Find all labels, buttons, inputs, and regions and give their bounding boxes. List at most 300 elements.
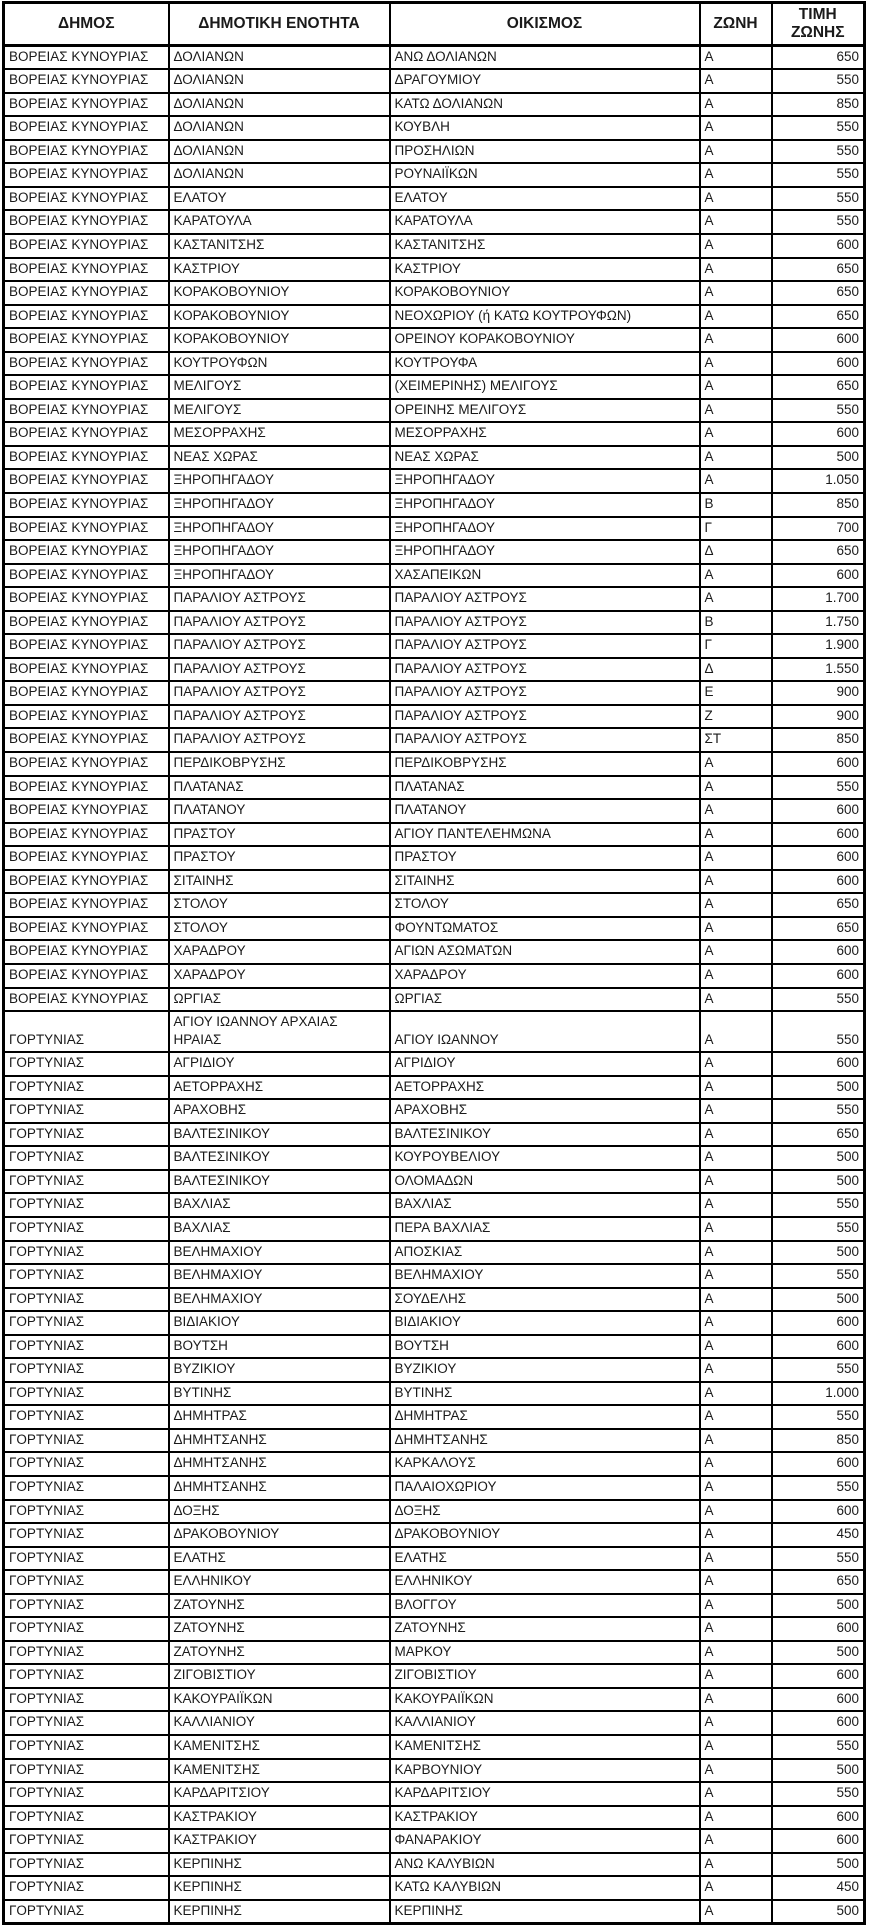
table-row bbox=[4, 940, 865, 964]
zoni-cell: Α bbox=[700, 45, 772, 69]
table-row bbox=[4, 399, 865, 423]
table-row bbox=[4, 893, 865, 917]
zoni-cell: Α bbox=[700, 1123, 772, 1147]
oikismos-cell: ΝΕΟΧΩΡΙΟΥ (ή ΚΑΤΩ ΚΟΥΤΡΟΥΦΩΝ) bbox=[390, 305, 700, 329]
zoni-cell: Α bbox=[700, 258, 772, 282]
table-row bbox=[4, 422, 865, 446]
zoni-cell: Α bbox=[700, 1523, 772, 1547]
table-row bbox=[4, 1099, 865, 1123]
dimos-cell: ΒΟΡΕΙΑΣ ΚΥΝΟΥΡΙΑΣ bbox=[4, 540, 169, 564]
dimos-cell: ΓΟΡΤΥΝΙΑΣ bbox=[4, 1335, 169, 1359]
zoni-cell: Α bbox=[700, 1617, 772, 1641]
dimotiki-enotita-cell: ΒΑΛΤΕΣΙΝΙΚΟΥ bbox=[169, 1146, 390, 1170]
table-row bbox=[4, 705, 865, 729]
zoni-cell: Α bbox=[700, 469, 772, 493]
dimos-cell: ΓΟΡΤΥΝΙΑΣ bbox=[4, 1594, 169, 1618]
table-row bbox=[4, 728, 865, 752]
table-row bbox=[4, 1193, 865, 1217]
dimos-cell: ΒΟΡΕΙΑΣ ΚΥΝΟΥΡΙΑΣ bbox=[4, 940, 169, 964]
zoni-cell: Δ bbox=[700, 658, 772, 682]
dimotiki-enotita-cell: ΠΑΡΑΛΙΟΥ ΑΣΤΡΟΥΣ bbox=[169, 658, 390, 682]
oikismos-cell: ΑΝΩ ΔΟΛΙΑΝΩΝ bbox=[390, 45, 700, 69]
dimos-cell: ΓΟΡΤΥΝΙΑΣ bbox=[4, 1170, 169, 1194]
dimos-cell: ΓΟΡΤΥΝΙΑΣ bbox=[4, 1476, 169, 1500]
timi-zonis-cell: 650 bbox=[772, 893, 865, 917]
oikismos-cell: ΠΡΑΣΤΟΥ bbox=[390, 846, 700, 870]
dimotiki-enotita-cell: ΚΑΣΤΡΑΚΙΟΥ bbox=[169, 1806, 390, 1830]
timi-zonis-cell: 550 bbox=[772, 1193, 865, 1217]
zoni-cell: Α bbox=[700, 799, 772, 823]
table-row bbox=[4, 493, 865, 517]
timi-zonis-cell: 850 bbox=[772, 493, 865, 517]
oikismos-cell: ΣΙΤΑΙΝΗΣ bbox=[390, 870, 700, 894]
dimos-cell: ΒΟΡΕΙΑΣ ΚΥΝΟΥΡΙΑΣ bbox=[4, 45, 169, 69]
zoni-cell: Α bbox=[700, 422, 772, 446]
dimotiki-enotita-cell: ΠΡΑΣΤΟΥ bbox=[169, 846, 390, 870]
zoni-cell: Α bbox=[700, 1782, 772, 1806]
zoni-cell: Α bbox=[700, 1452, 772, 1476]
timi-zonis-cell: 550 bbox=[772, 187, 865, 211]
zoni-cell: Α bbox=[700, 564, 772, 588]
zoni-cell: Α bbox=[700, 69, 772, 93]
zoni-cell: Ε bbox=[700, 681, 772, 705]
zoni-cell: Α bbox=[700, 1547, 772, 1571]
timi-zonis-cell: 600 bbox=[772, 1311, 865, 1335]
table-row bbox=[4, 1900, 865, 1924]
dimos-cell: ΒΟΡΕΙΑΣ ΚΥΝΟΥΡΙΑΣ bbox=[4, 823, 169, 847]
zoni-cell: Α bbox=[700, 1500, 772, 1524]
oikismos-cell: ΚΑΣΤΡΑΚΙΟΥ bbox=[390, 1806, 700, 1830]
table-row bbox=[4, 469, 865, 493]
timi-zonis-cell: 600 bbox=[772, 564, 865, 588]
timi-zonis-cell: 850 bbox=[772, 1429, 865, 1453]
zoni-cell: Α bbox=[700, 1076, 772, 1100]
dimotiki-enotita-cell: ΚΑΜΕΝΙΤΣΗΣ bbox=[169, 1759, 390, 1783]
oikismos-cell: ΠΕΡΑ ΒΑΧΛΙΑΣ bbox=[390, 1217, 700, 1241]
timi-zonis-cell: 1.050 bbox=[772, 469, 865, 493]
timi-zonis-cell: 850 bbox=[772, 728, 865, 752]
oikismos-cell: ΑΠΟΣΚΙΑΣ bbox=[390, 1241, 700, 1265]
dimos-cell: ΒΟΡΕΙΑΣ ΚΥΝΟΥΡΙΑΣ bbox=[4, 564, 169, 588]
table-row bbox=[4, 1711, 865, 1735]
dimotiki-enotita-cell: ΒΙΔΙΑΚΙΟΥ bbox=[169, 1311, 390, 1335]
zoni-cell: Α bbox=[700, 1241, 772, 1265]
dimos-cell: ΒΟΡΕΙΑΣ ΚΥΝΟΥΡΙΑΣ bbox=[4, 399, 169, 423]
zoni-cell: Β bbox=[700, 611, 772, 635]
dimos-cell: ΒΟΡΕΙΑΣ ΚΥΝΟΥΡΙΑΣ bbox=[4, 964, 169, 988]
dimotiki-enotita-cell: ΠΑΡΑΛΙΟΥ ΑΣΤΡΟΥΣ bbox=[169, 728, 390, 752]
col-header-timi-zonis: ΤΙΜΗ ΖΩΝΗΣ bbox=[772, 3, 865, 46]
timi-zonis-cell: 500 bbox=[772, 1288, 865, 1312]
table-row bbox=[4, 352, 865, 376]
oikismos-cell: ΠΕΡΔΙΚΟΒΡΥΣΗΣ bbox=[390, 752, 700, 776]
oikismos-cell: ΟΛΟΜΑΔΩΝ bbox=[390, 1170, 700, 1194]
dimotiki-enotita-cell: ΑΡΑΧΟΒΗΣ bbox=[169, 1099, 390, 1123]
zoni-cell: Α bbox=[700, 1311, 772, 1335]
oikismos-cell: ΦΑΝΑΡΑΚΙΟΥ bbox=[390, 1829, 700, 1853]
zoni-cell: Α bbox=[700, 988, 772, 1012]
zoni-cell: Α bbox=[700, 1688, 772, 1712]
timi-zonis-cell: 850 bbox=[772, 93, 865, 117]
oikismos-cell: ΒΑΧΛΙΑΣ bbox=[390, 1193, 700, 1217]
dimotiki-enotita-cell: ΔΡΑΚΟΒΟΥΝΙΟΥ bbox=[169, 1523, 390, 1547]
table-row bbox=[4, 846, 865, 870]
zoni-cell: Α bbox=[700, 1829, 772, 1853]
oikismos-cell: ΠΑΡΑΛΙΟΥ ΑΣΤΡΟΥΣ bbox=[390, 705, 700, 729]
dimos-cell: ΒΟΡΕΙΑΣ ΚΥΝΟΥΡΙΑΣ bbox=[4, 752, 169, 776]
dimotiki-enotita-cell: ΞΗΡΟΠΗΓΑΔΟΥ bbox=[169, 540, 390, 564]
timi-zonis-cell: 650 bbox=[772, 1570, 865, 1594]
timi-zonis-cell: 550 bbox=[772, 1358, 865, 1382]
dimos-cell: ΓΟΡΤΥΝΙΑΣ bbox=[4, 1664, 169, 1688]
oikismos-cell: ΒΙΔΙΑΚΙΟΥ bbox=[390, 1311, 700, 1335]
table-row bbox=[4, 988, 865, 1012]
timi-zonis-cell: 600 bbox=[772, 1052, 865, 1076]
zoni-cell: Α bbox=[700, 234, 772, 258]
timi-zonis-cell: 500 bbox=[772, 1853, 865, 1877]
timi-zonis-cell: 900 bbox=[772, 681, 865, 705]
oikismos-cell: ΑΡΑΧΟΒΗΣ bbox=[390, 1099, 700, 1123]
timi-zonis-cell: 650 bbox=[772, 375, 865, 399]
oikismos-cell: ΒΛΟΓΓΟΥ bbox=[390, 1594, 700, 1618]
oikismos-cell: ΕΛΛΗΝΙΚΟΥ bbox=[390, 1570, 700, 1594]
zoni-cell: Α bbox=[700, 1146, 772, 1170]
oikismos-cell: ΒΑΛΤΕΣΙΝΙΚΟΥ bbox=[390, 1123, 700, 1147]
timi-zonis-cell: 600 bbox=[772, 328, 865, 352]
oikismos-cell: ΚΑΚΟΥΡΑΙΪΚΩΝ bbox=[390, 1688, 700, 1712]
oikismos-cell: ΒΕΛΗΜΑΧΙΟΥ bbox=[390, 1264, 700, 1288]
dimos-cell: ΓΟΡΤΥΝΙΑΣ bbox=[4, 1358, 169, 1382]
timi-zonis-cell: 550 bbox=[772, 1264, 865, 1288]
dimotiki-enotita-cell: ΒΥΤΙΝΗΣ bbox=[169, 1382, 390, 1406]
dimotiki-enotita-cell: ΕΛΑΤΗΣ bbox=[169, 1547, 390, 1571]
oikismos-cell: ΡΟΥΝΑΙΪΚΩΝ bbox=[390, 163, 700, 187]
zoni-cell: Α bbox=[700, 893, 772, 917]
zoni-cell: Α bbox=[700, 587, 772, 611]
dimotiki-enotita-cell: ΜΕΛΙΓΟΥΣ bbox=[169, 375, 390, 399]
timi-zonis-cell: 550 bbox=[772, 988, 865, 1012]
table-row bbox=[4, 1335, 865, 1359]
dimotiki-enotita-cell: ΖΑΤΟΥΝΗΣ bbox=[169, 1641, 390, 1665]
table-row bbox=[4, 69, 865, 93]
timi-zonis-cell: 500 bbox=[772, 446, 865, 470]
timi-zonis-cell: 600 bbox=[772, 1688, 865, 1712]
oikismos-cell: ΚΟΥΒΛΗ bbox=[390, 116, 700, 140]
table-row bbox=[4, 658, 865, 682]
dimotiki-enotita-cell: ΒΑΧΛΙΑΣ bbox=[169, 1193, 390, 1217]
timi-zonis-cell: 1.550 bbox=[772, 658, 865, 682]
table-row bbox=[4, 1382, 865, 1406]
timi-zonis-cell: 600 bbox=[772, 870, 865, 894]
dimotiki-enotita-cell: ΔΟΛΙΑΝΩΝ bbox=[169, 163, 390, 187]
oikismos-cell: ΧΑΡΑΔΡΟΥ bbox=[390, 964, 700, 988]
timi-zonis-cell: 500 bbox=[772, 1170, 865, 1194]
timi-zonis-cell: 550 bbox=[772, 1011, 865, 1052]
dimotiki-enotita-cell: ΒΕΛΗΜΑΧΙΟΥ bbox=[169, 1241, 390, 1265]
dimos-cell: ΓΟΡΤΥΝΙΑΣ bbox=[4, 1011, 169, 1052]
zoni-cell: Ζ bbox=[700, 705, 772, 729]
timi-zonis-cell: 550 bbox=[772, 1405, 865, 1429]
dimos-cell: ΓΟΡΤΥΝΙΑΣ bbox=[4, 1382, 169, 1406]
oikismos-cell: ΚΑΡΒΟΥΝΙΟΥ bbox=[390, 1759, 700, 1783]
zoni-cell: Α bbox=[700, 1052, 772, 1076]
dimotiki-enotita-cell: ΠΑΡΑΛΙΟΥ ΑΣΤΡΟΥΣ bbox=[169, 681, 390, 705]
timi-zonis-cell: 1.900 bbox=[772, 634, 865, 658]
oikismos-cell: ΒΥΖΙΚΙΟΥ bbox=[390, 1358, 700, 1382]
dimotiki-enotita-cell: ΣΤΟΛΟΥ bbox=[169, 893, 390, 917]
dimotiki-enotita-cell: ΚΕΡΠΙΝΗΣ bbox=[169, 1876, 390, 1900]
table-row bbox=[4, 1688, 865, 1712]
dimos-cell: ΒΟΡΕΙΑΣ ΚΥΝΟΥΡΙΑΣ bbox=[4, 587, 169, 611]
table-row bbox=[4, 1523, 865, 1547]
zoni-cell: Γ bbox=[700, 517, 772, 541]
dimotiki-enotita-cell: ΚΟΡΑΚΟΒΟΥΝΙΟΥ bbox=[169, 328, 390, 352]
table-row bbox=[4, 1405, 865, 1429]
timi-zonis-cell: 550 bbox=[772, 210, 865, 234]
table-row bbox=[4, 210, 865, 234]
oikismos-cell: ΑΓΡΙΔΙΟΥ bbox=[390, 1052, 700, 1076]
oikismos-cell: ΔΡΑΓΟΥΜΙΟΥ bbox=[390, 69, 700, 93]
timi-zonis-cell: 550 bbox=[772, 140, 865, 164]
zoni-cell: Α bbox=[700, 1759, 772, 1783]
timi-zonis-cell: 500 bbox=[772, 1241, 865, 1265]
timi-zonis-cell: 600 bbox=[772, 352, 865, 376]
zoni-cell: Α bbox=[700, 752, 772, 776]
oikismos-cell: ΚΑΤΩ ΔΟΛΙΑΝΩΝ bbox=[390, 93, 700, 117]
dimotiki-enotita-cell: ΒΑΛΤΕΣΙΝΙΚΟΥ bbox=[169, 1123, 390, 1147]
header-row bbox=[4, 3, 865, 46]
dimotiki-enotita-cell: ΜΕΛΙΓΟΥΣ bbox=[169, 399, 390, 423]
oikismos-cell: ΞΗΡΟΠΗΓΑΔΟΥ bbox=[390, 540, 700, 564]
table-row bbox=[4, 752, 865, 776]
dimotiki-enotita-cell: ΚΟΥΤΡΟΥΦΩΝ bbox=[169, 352, 390, 376]
table-row bbox=[4, 1170, 865, 1194]
col-header-dimos: ΔΗΜΟΣ bbox=[4, 3, 169, 46]
timi-zonis-cell: 600 bbox=[772, 799, 865, 823]
zoni-cell: Α bbox=[700, 1358, 772, 1382]
oikismos-cell: ΑΓΙΟΥ ΠΑΝΤΕΛΕΗΜΩΝΑ bbox=[390, 823, 700, 847]
table-row bbox=[4, 1358, 865, 1382]
oikismos-cell: ΚΕΡΠΙΝΗΣ bbox=[390, 1900, 700, 1924]
timi-zonis-cell: 650 bbox=[772, 281, 865, 305]
timi-zonis-cell: 600 bbox=[772, 752, 865, 776]
dimos-cell: ΒΟΡΕΙΑΣ ΚΥΝΟΥΡΙΑΣ bbox=[4, 328, 169, 352]
timi-zonis-cell: 600 bbox=[772, 823, 865, 847]
table-row bbox=[4, 587, 865, 611]
dimotiki-enotita-cell: ΒΕΛΗΜΑΧΙΟΥ bbox=[169, 1264, 390, 1288]
zoni-cell: ΣΤ bbox=[700, 728, 772, 752]
dimos-cell: ΓΟΡΤΥΝΙΑΣ bbox=[4, 1711, 169, 1735]
table-row bbox=[4, 1288, 865, 1312]
dimotiki-enotita-cell: ΖΑΤΟΥΝΗΣ bbox=[169, 1617, 390, 1641]
oikismos-cell: ΖΙΓΟΒΙΣΤΙΟΥ bbox=[390, 1664, 700, 1688]
dimotiki-enotita-cell: ΔΟΛΙΑΝΩΝ bbox=[169, 140, 390, 164]
zoni-cell: Α bbox=[700, 776, 772, 800]
dimos-cell: ΓΟΡΤΥΝΙΑΣ bbox=[4, 1876, 169, 1900]
zoni-cell: Α bbox=[700, 352, 772, 376]
timi-zonis-cell: 550 bbox=[772, 1099, 865, 1123]
table-row bbox=[4, 1782, 865, 1806]
zoni-cell: Α bbox=[700, 1288, 772, 1312]
dimos-cell: ΒΟΡΕΙΑΣ ΚΥΝΟΥΡΙΑΣ bbox=[4, 116, 169, 140]
dimos-cell: ΓΟΡΤΥΝΙΑΣ bbox=[4, 1900, 169, 1924]
table-row bbox=[4, 1123, 865, 1147]
timi-zonis-cell: 650 bbox=[772, 1123, 865, 1147]
timi-zonis-cell: 650 bbox=[772, 917, 865, 941]
table-row bbox=[4, 870, 865, 894]
oikismos-cell: ΠΛΑΤΑΝΑΣ bbox=[390, 776, 700, 800]
timi-zonis-cell: 600 bbox=[772, 1711, 865, 1735]
dimos-cell: ΓΟΡΤΥΝΙΑΣ bbox=[4, 1099, 169, 1123]
timi-zonis-cell: 650 bbox=[772, 258, 865, 282]
dimotiki-enotita-cell: ΒΑΧΛΙΑΣ bbox=[169, 1217, 390, 1241]
table-row bbox=[4, 1011, 865, 1052]
oikismos-cell: ΞΗΡΟΠΗΓΑΔΟΥ bbox=[390, 469, 700, 493]
timi-zonis-cell: 550 bbox=[772, 399, 865, 423]
dimos-cell: ΒΟΡΕΙΑΣ ΚΥΝΟΥΡΙΑΣ bbox=[4, 234, 169, 258]
dimos-cell: ΒΟΡΕΙΑΣ ΚΥΝΟΥΡΙΑΣ bbox=[4, 611, 169, 635]
oikismos-cell: ΜΕΣΟΡΡΑΧΗΣ bbox=[390, 422, 700, 446]
dimotiki-enotita-cell: ΕΛΑΤΟΥ bbox=[169, 187, 390, 211]
table-row bbox=[4, 45, 865, 69]
dimos-cell: ΓΟΡΤΥΝΙΑΣ bbox=[4, 1288, 169, 1312]
dimotiki-enotita-cell: ΒΑΛΤΕΣΙΝΙΚΟΥ bbox=[169, 1170, 390, 1194]
dimos-cell: ΓΟΡΤΥΝΙΑΣ bbox=[4, 1500, 169, 1524]
zoni-cell: Α bbox=[700, 1594, 772, 1618]
dimos-cell: ΒΟΡΕΙΑΣ ΚΥΝΟΥΡΙΑΣ bbox=[4, 422, 169, 446]
dimos-cell: ΓΟΡΤΥΝΙΑΣ bbox=[4, 1759, 169, 1783]
dimos-cell: ΒΟΡΕΙΑΣ ΚΥΝΟΥΡΙΑΣ bbox=[4, 799, 169, 823]
oikismos-cell: ΠΛΑΤΑΝΟΥ bbox=[390, 799, 700, 823]
dimotiki-enotita-cell: ΖΙΓΟΒΙΣΤΙΟΥ bbox=[169, 1664, 390, 1688]
dimotiki-enotita-cell: ΖΑΤΟΥΝΗΣ bbox=[169, 1594, 390, 1618]
dimotiki-enotita-cell: ΔΟΛΙΑΝΩΝ bbox=[169, 93, 390, 117]
table-row bbox=[4, 1217, 865, 1241]
dimotiki-enotita-cell: ΚΑΣΤΡΑΚΙΟΥ bbox=[169, 1829, 390, 1853]
dimos-cell: ΒΟΡΕΙΑΣ ΚΥΝΟΥΡΙΑΣ bbox=[4, 140, 169, 164]
table-row bbox=[4, 776, 865, 800]
oikismos-cell: ΠΑΛΑΙΟΧΩΡΙΟΥ bbox=[390, 1476, 700, 1500]
table-row bbox=[4, 1500, 865, 1524]
dimotiki-enotita-cell: ΣΤΟΛΟΥ bbox=[169, 917, 390, 941]
dimotiki-enotita-cell: ΝΕΑΣ ΧΩΡΑΣ bbox=[169, 446, 390, 470]
dimos-cell: ΓΟΡΤΥΝΙΑΣ bbox=[4, 1617, 169, 1641]
dimotiki-enotita-cell: ΚΑΜΕΝΙΤΣΗΣ bbox=[169, 1735, 390, 1759]
oikismos-cell: ΚΑΛΛΙΑΝΙΟΥ bbox=[390, 1711, 700, 1735]
timi-zonis-cell: 600 bbox=[772, 1452, 865, 1476]
zoni-cell: Α bbox=[700, 328, 772, 352]
dimotiki-enotita-cell: ΔΟΞΗΣ bbox=[169, 1500, 390, 1524]
zoni-cell: Α bbox=[700, 1099, 772, 1123]
oikismos-cell: ΩΡΓΙΑΣ bbox=[390, 988, 700, 1012]
dimos-cell: ΒΟΡΕΙΑΣ ΚΥΝΟΥΡΙΑΣ bbox=[4, 258, 169, 282]
dimos-cell: ΓΟΡΤΥΝΙΑΣ bbox=[4, 1688, 169, 1712]
dimotiki-enotita-cell: ΚΑΣΤΑΝΙΤΣΗΣ bbox=[169, 234, 390, 258]
dimotiki-enotita-cell: ΒΥΖΙΚΙΟΥ bbox=[169, 1358, 390, 1382]
zoni-cell: Α bbox=[700, 1193, 772, 1217]
dimos-cell: ΒΟΡΕΙΑΣ ΚΥΝΟΥΡΙΑΣ bbox=[4, 281, 169, 305]
table-row bbox=[4, 1594, 865, 1618]
dimotiki-enotita-cell: ΧΑΡΑΔΡΟΥ bbox=[169, 964, 390, 988]
dimos-cell: ΓΟΡΤΥΝΙΑΣ bbox=[4, 1452, 169, 1476]
table-header bbox=[4, 3, 865, 46]
timi-zonis-cell: 550 bbox=[772, 1735, 865, 1759]
oikismos-cell: ΚΟΥΡΟΥΒΕΛΙΟΥ bbox=[390, 1146, 700, 1170]
zoni-cell: Α bbox=[700, 1853, 772, 1877]
oikismos-cell: ΕΛΑΤΗΣ bbox=[390, 1547, 700, 1571]
timi-zonis-cell: 500 bbox=[772, 1900, 865, 1924]
dimos-cell: ΓΟΡΤΥΝΙΑΣ bbox=[4, 1641, 169, 1665]
oikismos-cell: ΣΟΥΔΕΛΗΣ bbox=[390, 1288, 700, 1312]
dimotiki-enotita-cell: ΧΑΡΑΔΡΟΥ bbox=[169, 940, 390, 964]
dimos-cell: ΓΟΡΤΥΝΙΑΣ bbox=[4, 1829, 169, 1853]
zoni-cell: Α bbox=[700, 281, 772, 305]
oikismos-cell: ΚΑΡΔΑΡΙΤΣΙΟΥ bbox=[390, 1782, 700, 1806]
table-row bbox=[4, 446, 865, 470]
dimotiki-enotita-cell: ΔΟΛΙΑΝΩΝ bbox=[169, 116, 390, 140]
zoni-cell: Α bbox=[700, 846, 772, 870]
oikismos-cell: ΠΑΡΑΛΙΟΥ ΑΣΤΡΟΥΣ bbox=[390, 587, 700, 611]
oikismos-cell: ΠΑΡΑΛΙΟΥ ΑΣΤΡΟΥΣ bbox=[390, 681, 700, 705]
timi-zonis-cell: 600 bbox=[772, 234, 865, 258]
oikismos-cell: ΠΑΡΑΛΙΟΥ ΑΣΤΡΟΥΣ bbox=[390, 728, 700, 752]
oikismos-cell: ΚΑΡΑΤΟΥΛΑ bbox=[390, 210, 700, 234]
zoni-cell: Α bbox=[700, 1382, 772, 1406]
zoni-cell: Α bbox=[700, 870, 772, 894]
zoni-cell: Α bbox=[700, 305, 772, 329]
timi-zonis-cell: 450 bbox=[772, 1523, 865, 1547]
timi-zonis-cell: 1.750 bbox=[772, 611, 865, 635]
table-row bbox=[4, 799, 865, 823]
dimotiki-enotita-cell: ΜΕΣΟΡΡΑΧΗΣ bbox=[169, 422, 390, 446]
oikismos-cell: ΠΡΟΣΗΛΙΩΝ bbox=[390, 140, 700, 164]
dimos-cell: ΓΟΡΤΥΝΙΑΣ bbox=[4, 1146, 169, 1170]
dimotiki-enotita-cell: ΠΛΑΤΑΝΑΣ bbox=[169, 776, 390, 800]
timi-zonis-cell: 600 bbox=[772, 940, 865, 964]
dimos-cell: ΓΟΡΤΥΝΙΑΣ bbox=[4, 1806, 169, 1830]
dimos-cell: ΒΟΡΕΙΑΣ ΚΥΝΟΥΡΙΑΣ bbox=[4, 893, 169, 917]
table-row bbox=[4, 1076, 865, 1100]
dimotiki-enotita-cell: ΑΕΤΟΡΡΑΧΗΣ bbox=[169, 1076, 390, 1100]
oikismos-cell: ΔΗΜΗΤΡΑΣ bbox=[390, 1405, 700, 1429]
timi-zonis-cell: 600 bbox=[772, 1500, 865, 1524]
oikismos-cell: ΑΕΤΟΡΡΑΧΗΣ bbox=[390, 1076, 700, 1100]
zoni-cell: Α bbox=[700, 1429, 772, 1453]
timi-zonis-cell: 550 bbox=[772, 1476, 865, 1500]
dimotiki-enotita-cell: ΑΓΙΟΥ ΙΩΑΝΝΟΥ ΑΡΧΑΙΑΣ ΗΡΑΙΑΣ bbox=[169, 1011, 390, 1052]
oikismos-cell: ΟΡΕΙΝΟΥ ΚΟΡΑΚΟΒΟΥΝΙΟΥ bbox=[390, 328, 700, 352]
dimos-cell: ΒΟΡΕΙΑΣ ΚΥΝΟΥΡΙΑΣ bbox=[4, 917, 169, 941]
timi-zonis-cell: 550 bbox=[772, 1782, 865, 1806]
zoni-cell: Β bbox=[700, 493, 772, 517]
zoni-cell: Α bbox=[700, 940, 772, 964]
timi-zonis-cell: 600 bbox=[772, 964, 865, 988]
timi-zonis-cell: 650 bbox=[772, 305, 865, 329]
dimos-cell: ΓΟΡΤΥΝΙΑΣ bbox=[4, 1311, 169, 1335]
table-row bbox=[4, 328, 865, 352]
timi-zonis-cell: 500 bbox=[772, 1146, 865, 1170]
dimotiki-enotita-cell: ΠΑΡΑΛΙΟΥ ΑΣΤΡΟΥΣ bbox=[169, 611, 390, 635]
timi-zonis-cell: 550 bbox=[772, 163, 865, 187]
oikismos-cell: ΠΑΡΑΛΙΟΥ ΑΣΤΡΟΥΣ bbox=[390, 658, 700, 682]
table-row bbox=[4, 1570, 865, 1594]
dimos-cell: ΒΟΡΕΙΑΣ ΚΥΝΟΥΡΙΑΣ bbox=[4, 469, 169, 493]
dimos-cell: ΒΟΡΕΙΑΣ ΚΥΝΟΥΡΙΑΣ bbox=[4, 681, 169, 705]
dimotiki-enotita-cell: ΚΟΡΑΚΟΒΟΥΝΙΟΥ bbox=[169, 305, 390, 329]
timi-zonis-cell: 550 bbox=[772, 1547, 865, 1571]
zoni-cell: Α bbox=[700, 1806, 772, 1830]
dimotiki-enotita-cell: ΚΑΛΛΙΑΝΙΟΥ bbox=[169, 1711, 390, 1735]
